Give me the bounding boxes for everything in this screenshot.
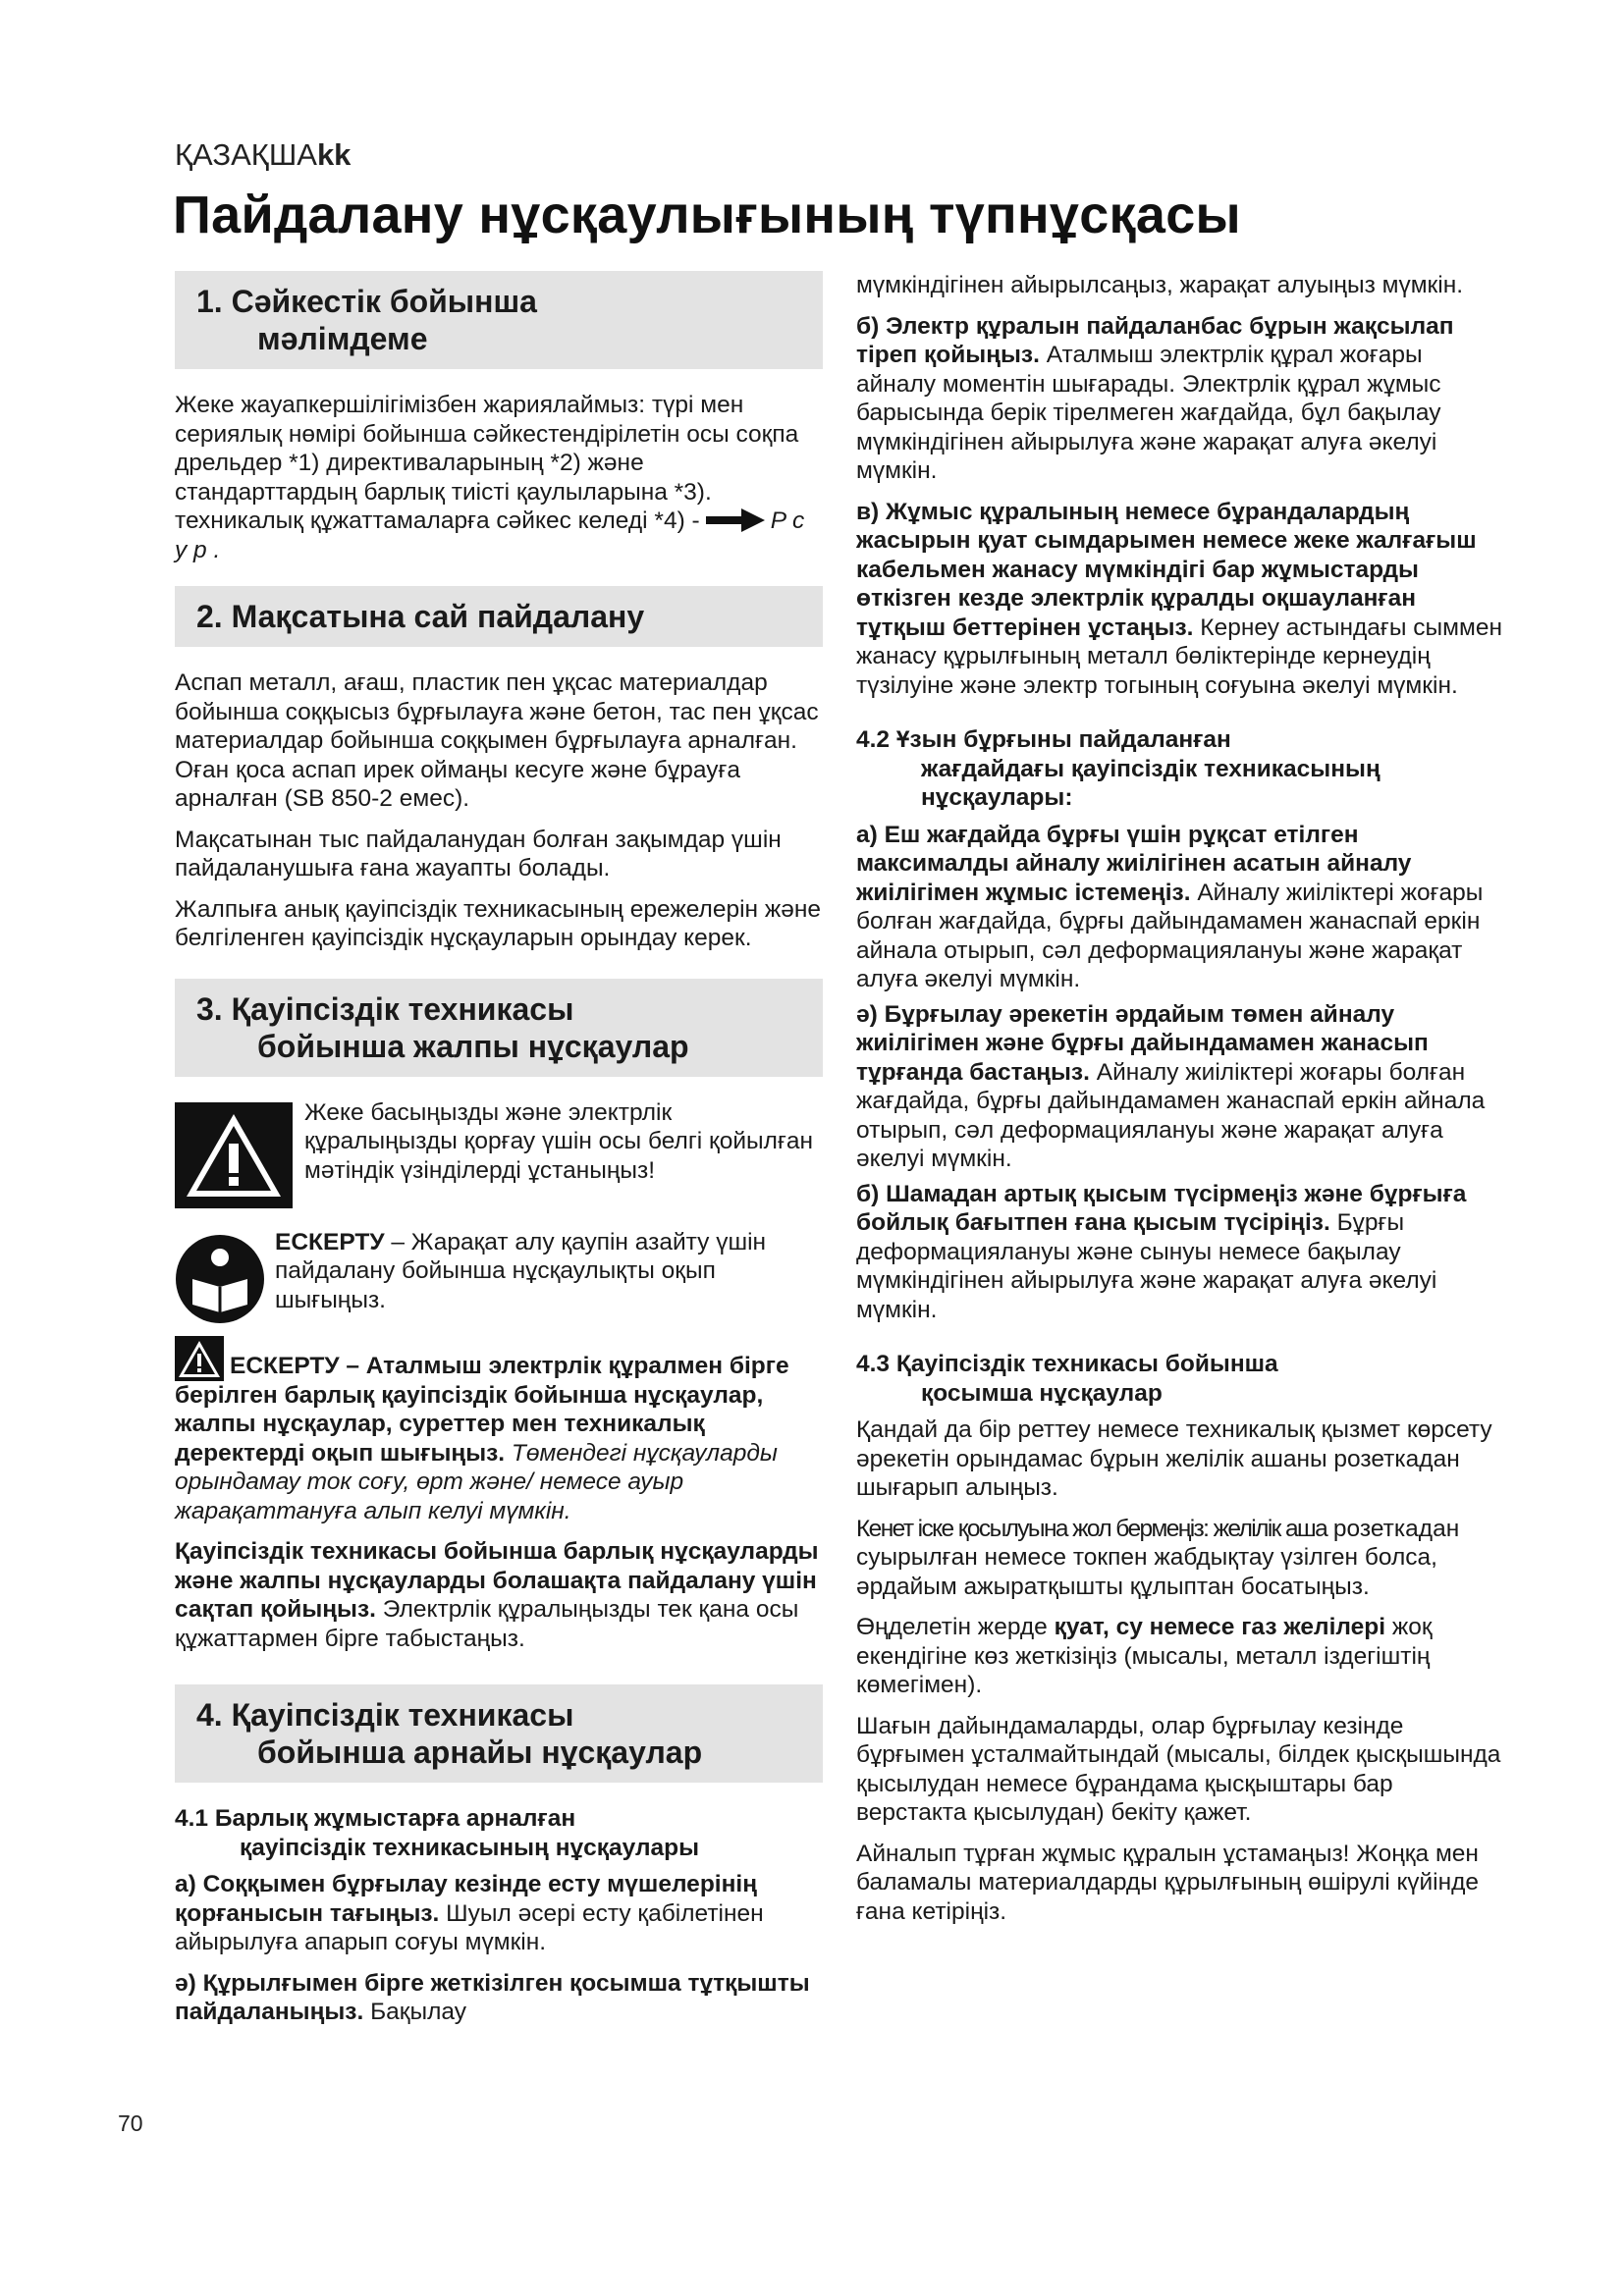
section-4-line1: 4. Қауіпсіздік техникасы — [196, 1697, 574, 1733]
item-4-2-c-text: Бұрғы деформациялануы және сынуы немесе бақылау мүмкіндігінен айырылуға және жарақат алуға әкелуі мүмкін. — [856, 1209, 1437, 1323]
item-4-1-b — [175, 1969, 823, 2027]
read-manual-block — [175, 1228, 823, 1330]
item-4-2-c-bold: б) Шамадан артық қысым түсірмеңіз және бұрғыға бойлық бағытпен ғана қысым түсіріңіз. — [856, 1180, 1467, 1236]
item-4-1-a-text: Шуыл әсері есту қабілетінен айырылуға апарып соғуы мүмкін. — [175, 1899, 764, 1955]
section-1-text — [175, 391, 823, 564]
item-4-1-d — [856, 498, 1506, 701]
general-warning-italic: Төмендегі нұсқауларды орындамау ток соғу, өрт және/ немесе ауыр жарақаттануға алып келуі мүмкін. — [175, 1439, 778, 1524]
item-4-2-b-text: Айналу жиіліктері жоғары болған жағдайда, бұрғы дайындамамен жанаспай еркін айнала отырып, сәл деформациялануы және жарақат алуға әкелуі мүмкін. — [856, 1058, 1486, 1172]
page-title: Пайдалану нұсқаулығының түпнұсқасы — [173, 186, 1241, 244]
section-3-heading — [175, 979, 823, 1077]
warning-text: Жеке басыңызды және электрлік құралыңызды қорғау үшін осы белгі қойылған мәтіндік үзінділерді ұстаныңыз! — [304, 1098, 814, 1184]
item-4-1-b-text: Бақылау — [370, 1999, 467, 2025]
subsection-4-3-line1: 4.3 Қауіпсіздік техникасы бойынша — [856, 1351, 1278, 1377]
item-4-3-p3-bold: қуат, су немесе газ желілері — [1054, 1614, 1386, 1640]
language-code: kk — [316, 137, 352, 172]
item-4-1-c — [856, 312, 1506, 486]
item-4-3-p4: Шағын дайындамаларды, олар бұрғылау кезінде бұрғымен ұсталмайтындай (мысалы, білдек қысқышында қысылудан немесе бұрандама қысқыштары бар верстакта қысылудан) бекіту қажет. — [856, 1712, 1501, 1826]
caution-text: – Жарақат алу қаупін азайту үшін пайдалану бойынша нұсқаулықты оқып шығыңыз. — [275, 1228, 767, 1313]
section-1-line2: мәлімдеме — [257, 321, 428, 356]
section-2-p1: Аспап металл, ағаш, пластик пен ұқсас материалдар бойынша соққысыз бұрғылауға және бетон, тас пен ұқсас материалдар бойынша соққымен бұрғылауға арналған. Оған қоса аспап ирек оймаңы кесуге және бұрауға арналған (SB 850-2 емес). — [175, 669, 819, 812]
item-4-3-p3-end: жоқ екендігіне көз жеткізіңіз (мысалы, металл іздегіштің көмегімен). — [856, 1614, 1433, 1698]
warning-triangle-icon — [175, 1102, 293, 1208]
subsection-4-1-line1: 4.1 Барлық жұмыстарға арналған — [175, 1805, 576, 1832]
read-manual-text — [275, 1228, 823, 1315]
item-4-2-b — [856, 1000, 1506, 1174]
item-4-1-d-bold: в) Жұмыс құралының немесе бұрандалардың жасырын қуат сымдарымен немесе жеке жалғағыш кабельмен жанасу мүмкіндігі бар жұмыстарды өткізген кезде электрлік құралды оқшауланған тұтқыш беттерінен ұстаңыз. — [856, 498, 1477, 641]
section-2-heading: 2. Мақсатына сай пайдалану — [175, 586, 823, 647]
declaration-text: Жеке жауапкершілігімізбен жариялаймыз: түрі мен сериялық нөмірі бойынша сәйкестендірілетін осы соқпа дрельдер *1) директиваларының *2) және стандарттардың барлық тиісті қаулыларына *3). техникалық құжаттамаларға сәйкес келеді *4) - — [175, 392, 799, 534]
keep-instructions — [175, 1537, 823, 1653]
section-3-line2: бойынша жалпы нұсқаулар — [257, 1028, 689, 1064]
subsection-4-2-heading — [856, 725, 1506, 813]
item-4-2-a-text: Айналу жиіліктері жоғары болған жағдайда, бұрғы дайындамамен жанаспай еркін айнала отырып, сәл деформациялануы және жарақат алуға әкелуі мүмкін. — [856, 879, 1484, 992]
item-4-2-c — [856, 1180, 1506, 1325]
language-header — [175, 137, 351, 173]
item-4-3-p2-condensed: Кенет іске қосылуына жол бермеңіз: желілік аша — [856, 1515, 1327, 1542]
item-4-1-b-bold: ә) Құрылғымен бірге жеткізілген қосымша тұтқышты пайдаланыңыз. — [175, 1969, 810, 2025]
reference-text: P с у р . — [175, 507, 805, 563]
read-manual-icon — [175, 1234, 265, 1324]
section-1-number: 1. — [196, 284, 223, 319]
item-4-1-d-text: Кернеу астындағы сыммен жанасу құрылғының металл бөліктерінде кернеудің түзілуіне және электр тогының соғуына әкелуі мүмкін. — [856, 614, 1502, 699]
arrow-right-icon — [706, 508, 765, 532]
item-4-1-a-bold: а) Соққымен бұрғылау кезінде есту мүшелерінің қорғанысын тағыңыз. — [175, 1871, 757, 1927]
keep-instructions-bold: Қауіпсіздік техникасы бойынша барлық нұсқауларды және жалпы нұсқауларды болашақта пайдалану үшін сақтап қойыңыз. — [175, 1538, 819, 1623]
general-warning-bold: ЕСКЕРТУ – Аталмыш электрлік құралмен бірге берілген барлық қауіпсіздік бойынша нұсқаулар, жалпы нұсқаулар, суреттер мен техникалық деректерді оқып шығыңыз. — [175, 1352, 789, 1467]
section-1-line1: Сәйкестік бойынша — [231, 284, 537, 319]
subsection-4-2-line1: 4.2 Ұзын бұрғыны пайдаланған — [856, 726, 1231, 753]
item-4-1-a — [175, 1870, 823, 1957]
section-4-line2: бойынша арнайы нұсқаулар — [257, 1735, 703, 1770]
subsection-4-1-line2: қауіпсіздік техникасының нұсқаулары — [240, 1834, 700, 1861]
item-4-3-p2-text: розеткадан суырылған немесе токпен жабдықтау үзілген болса, әрдайым ажыратқышты құлыптан босатыңыз. — [856, 1515, 1460, 1600]
item-4-1-c-text: Аталмыш электрлік құрал жоғары айналу моментін шығарады. Электрлік құрал жұмыс барысында берік тірелмеген жағдайда, бұл бақылау мүмкіндігінен айырылуға және жарақат алуға әкелуі мүмкін. — [856, 342, 1441, 484]
subsection-4-3-line2: қосымша нұсқаулар — [921, 1379, 1163, 1407]
continuation-text: мүмкіндігінен айырылсаңыз, жарақат алуыңыз мүмкін. — [856, 272, 1464, 298]
item-4-2-a-bold: а) Еш жағдайда бұрғы үшін рұқсат етілген максималды айналу жиілігінен асатын айналу жиілігімен жұмыс істемеңіз. — [856, 821, 1412, 906]
subsection-4-3-heading — [856, 1350, 1506, 1408]
item-4-3-p3 — [856, 1613, 1506, 1700]
language-name: ҚАЗАҚША — [175, 137, 317, 172]
item-4-2-a — [856, 821, 1506, 994]
page-number: 70 — [118, 2110, 143, 2136]
section-2-p2: Мақсатынан тыс пайдаланудан болған зақымдар үшін пайдаланушыға ғана жауапты болады. — [175, 826, 782, 881]
subsection-4-1-heading — [175, 1804, 823, 1862]
item-4-3-p5: Айналып тұрған жұмыс құралын ұстамаңыз! Жоңқа мен баламалы материалдарды құрылғының өшірулі күйінде ғана кетіріңіз. — [856, 1840, 1480, 1925]
right-column — [856, 271, 1506, 1938]
keep-instructions-text: Электрлік құралыңызды тек қана осы құжаттармен бірге табыстаңыз. — [175, 1596, 799, 1652]
section-1-heading — [175, 271, 823, 369]
item-4-2-b-bold: ә) Бұрғылау әрекетін әрдайым төмен айналу жиілігімен және бұрғы дайындамамен жанасып тұрғанда бастаңыз. — [856, 1000, 1429, 1086]
left-column — [175, 271, 823, 2039]
item-4-3-p3-start: Өңделетін жерде — [856, 1614, 1048, 1640]
warning-block — [175, 1098, 823, 1222]
general-warning — [175, 1336, 823, 1526]
section-4-heading — [175, 1684, 823, 1783]
caution-label: ЕСКЕРТУ — [275, 1228, 385, 1255]
subsection-4-2-line2: жағдайдағы қауіпсіздік техникасының нұсқаулары: — [921, 755, 1380, 811]
item-4-3-p1: Қандай да бір реттеу немесе техникалық қызмет көрсету әрекетін орындамас бұрын желілік ашаны розеткадан шығарып алыңыз. — [856, 1416, 1492, 1501]
section-2-p3: Жалпыға анық қауіпсіздік техникасының ережелерін және белгіленген қауіпсіздік нұсқауларын орындау керек. — [175, 895, 822, 951]
item-4-3-p2 — [856, 1515, 1506, 1602]
warning-small-icon — [175, 1336, 224, 1381]
item-4-1-c-bold: б) Электр құралын пайдаланбас бұрын жақсылап тіреп қойыңыз. — [856, 312, 1454, 368]
section-3-line1: 3. Қауіпсіздік техникасы — [196, 990, 574, 1027]
